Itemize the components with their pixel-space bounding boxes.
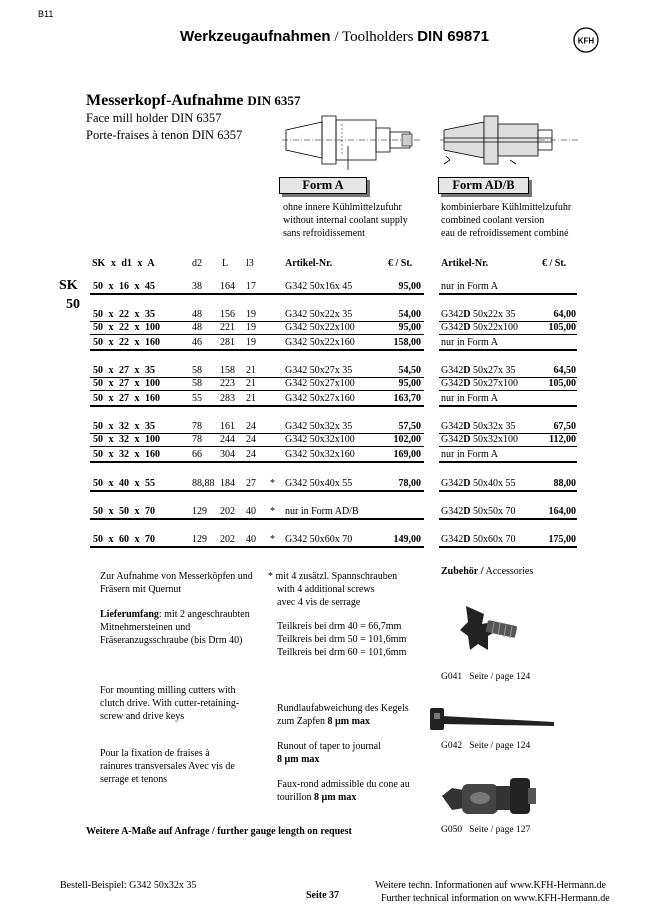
row-price-a: 158,00: [393, 337, 421, 348]
accessory-g050: [441, 825, 530, 835]
row-art-b-prefix: G342: [441, 378, 464, 389]
row-price-a: 54,00: [398, 309, 421, 320]
row-art-a: G342 50x27x 35: [285, 365, 353, 376]
row-L: 283: [220, 393, 235, 404]
row-divider: [90, 446, 424, 447]
row-price-a: 95,00: [398, 322, 421, 333]
row-art-b: [441, 534, 515, 545]
runout-en-val: 8 µm max: [277, 754, 320, 765]
row-art-b-prefix: G342: [441, 421, 464, 432]
row-divider-b: [439, 293, 577, 295]
page-number: Seite 37: [306, 890, 340, 901]
row-art-b: [441, 378, 518, 389]
form-adb-desc-fr: eau de refroidissement combiné: [441, 228, 569, 239]
row-L: 156: [220, 309, 235, 320]
row-price-a: 102,00: [393, 434, 421, 445]
row-d2: 78: [192, 434, 202, 445]
row-l3: 19: [246, 322, 256, 333]
accessories-title-de: Zubehör: [441, 566, 479, 577]
row-d2: 58: [192, 365, 202, 376]
row-l3: 21: [246, 393, 256, 404]
runout-fr-val: 8 µm max: [313, 792, 357, 803]
th-art-b: Artikel-Nr.: [441, 258, 489, 269]
row-art-b: [441, 322, 518, 333]
lieferumfang-text: : mit 2 angeschraubten Mitnehmersteinen und Fräseranzugsschraube (bis Drm 40): [100, 609, 250, 646]
row-d2: 129: [192, 534, 207, 545]
row-art-b-form: D: [463, 434, 471, 445]
kfh-logo-icon: [573, 27, 599, 53]
row-L: 223: [220, 378, 235, 389]
row-divider: [90, 461, 424, 463]
row-divider: [90, 405, 424, 407]
accessory-g041-image: [458, 600, 522, 656]
subtitle-en: Face mill holder DIN 6357: [86, 111, 222, 125]
row-art-b-form: D: [463, 478, 471, 489]
section-title-text: Messerkopf-Aufnahme: [86, 92, 244, 109]
row-art-b: [441, 434, 518, 445]
row-art-a: nur in Form AD/B: [285, 506, 359, 517]
row-price-b: 175,00: [548, 534, 576, 545]
accessories-title-sep: /: [480, 566, 484, 577]
row-dims: 50 x 16 x 45: [93, 281, 155, 292]
row-art-b-prefix: G342: [441, 506, 464, 517]
row-art-a: G342 50x22x160: [285, 337, 355, 348]
row-divider-b: [439, 518, 577, 520]
row-l3: 19: [246, 337, 256, 348]
row-price-a: 95,00: [398, 281, 421, 292]
row-art-b: [441, 393, 498, 404]
row-divider: [90, 390, 424, 391]
accessories-title-en: Accessories: [485, 566, 534, 577]
row-art-b-prefix: G342: [441, 434, 464, 445]
th-l3: l3: [246, 258, 254, 269]
row-art-a: G342 50x40x 55: [285, 478, 353, 489]
row-art-b-prefix: G342: [441, 534, 464, 545]
row-art-b-size: 50x60x 70: [470, 534, 516, 545]
runout-de-text: Rundlaufabweichung des Kegels zum Zapfen: [277, 703, 409, 727]
subtitle-fr: Porte-fraises à tenon DIN 6357: [86, 128, 243, 142]
accessory-g041: [441, 672, 530, 682]
runout-de-val: 8 µm max: [327, 716, 370, 727]
row-divider: [90, 349, 424, 351]
row-art-b-form: D: [463, 378, 471, 389]
row-divider: [90, 490, 424, 492]
row-price-a: 169,00: [393, 449, 421, 460]
row-art-a: G342 50x32x 35: [285, 421, 353, 432]
row-l3: 21: [246, 365, 256, 376]
row-art-b-prefix: nur in Form A: [441, 337, 498, 348]
row-L: 281: [220, 337, 235, 348]
note-teilkreis: [277, 620, 437, 659]
row-l3: 24: [246, 449, 256, 460]
row-dims: 50 x 40 x 55: [93, 478, 155, 489]
row-art-b: [441, 421, 515, 432]
runout-fr-text: Faux-rond admissible du cone au tourillon: [277, 779, 410, 803]
header-title-en: Toolholders: [342, 29, 414, 45]
row-dims: 50 x 60 x 70: [93, 534, 155, 545]
kfh-logo: [573, 27, 599, 53]
note-star-de: * mit 4 zusätzl. Spannschrauben: [268, 571, 398, 582]
accessories-title: [441, 566, 533, 577]
row-art-b-size: 50x32x 35: [470, 421, 516, 432]
accessory-g050-image: [440, 768, 540, 826]
note-runout-fr: [277, 778, 427, 804]
row-d2: 129: [192, 506, 207, 517]
row-divider: [90, 293, 424, 295]
form-a-desc-de: ohne innere Kühlmittelzufuhr: [283, 202, 402, 213]
teilkreis-50: Teilkreis bei drm 50 = 101,6mm: [277, 634, 407, 645]
row-price-b: 112,00: [549, 434, 576, 445]
row-l3: 40: [246, 506, 256, 517]
row-art-b-form: D: [463, 309, 471, 320]
row-art-b-prefix: nur in Form A: [441, 281, 498, 292]
footer-info-en: Further technical information on www.KFH-Hermann.de: [381, 893, 610, 904]
row-price-b: 88,00: [553, 478, 576, 489]
row-divider-b: [439, 349, 577, 351]
note-star-en: with 4 additional screws: [277, 584, 375, 595]
row-art-a: G342 50x27x100: [285, 378, 355, 389]
row-art-b-size: 50x27x100: [470, 378, 518, 389]
row-dims: 50 x 22 x 35: [93, 309, 155, 320]
page-header-title: [180, 28, 489, 46]
row-price-b: 64,50: [553, 365, 576, 376]
further-gauge-note: Weitere A-Maße auf Anfrage / further gauge length on request: [86, 826, 352, 837]
row-art-b-prefix: G342: [441, 478, 464, 489]
row-l3: 21: [246, 378, 256, 389]
row-art-a: G342 50x22x100: [285, 322, 355, 333]
note-runout-de: [277, 702, 427, 728]
row-art-b-form: D: [463, 365, 471, 376]
row-d2: 48: [192, 309, 202, 320]
header-sep: /: [334, 29, 339, 45]
teilkreis-60: Teilkreis bei drm 60 = 101,6mm: [277, 647, 407, 658]
row-d2: 78: [192, 421, 202, 432]
page-code: B11: [38, 9, 54, 19]
th-art-a: Artikel-Nr.: [285, 258, 333, 269]
row-art-b-form: D: [463, 506, 471, 517]
row-l3: 40: [246, 534, 256, 545]
form-a-desc-fr: sans refroidissement: [283, 228, 365, 239]
row-art-a: G342 50x27x160: [285, 393, 355, 404]
row-divider: [90, 518, 424, 520]
row-price-b: 105,00: [548, 378, 576, 389]
form-adb-desc-de: kombinierbare Kühlmittelzufuhr: [441, 202, 572, 213]
row-price-a: 57,50: [398, 421, 421, 432]
row-price-b: 105,00: [548, 322, 576, 333]
svg-text:KFH: KFH: [577, 36, 595, 46]
row-dims: 50 x 50 x 70: [93, 506, 155, 517]
row-l3: 17: [246, 281, 256, 292]
row-L: 221: [220, 322, 235, 333]
row-art-b-form: D: [463, 322, 471, 333]
row-l3: 24: [246, 421, 256, 432]
section-title: [86, 92, 300, 110]
row-l3: 27: [246, 478, 256, 489]
th-d2: d2: [192, 258, 202, 269]
form-adb-label: Form AD/B: [438, 177, 529, 194]
row-divider-b: [439, 490, 577, 492]
row-L: 161: [220, 421, 235, 432]
note-left-fr: Pour la fixation de fraises à rainures transversales Avec vis de serrage et tenons: [100, 748, 235, 785]
row-art-a: G342 50x60x 70: [285, 534, 353, 545]
row-art-b-prefix: G342: [441, 322, 464, 333]
row-price-a: 54,50: [398, 365, 421, 376]
row-art-b-form: D: [463, 421, 471, 432]
row-divider-b: [439, 461, 577, 463]
row-star: *: [270, 478, 275, 489]
row-d2: 46: [192, 337, 202, 348]
th-dims: SK x d1 x A: [92, 258, 155, 269]
row-dims: 50 x 27 x 160: [93, 393, 160, 404]
note-lieferumfang: [100, 608, 262, 647]
row-art-b: [441, 449, 498, 460]
row-art-b-size: 50x32x100: [470, 434, 518, 445]
note-left-de: Zur Aufnahme von Messerköpfen und Fräsern mit Quernut: [100, 571, 253, 595]
form-a-label: Form A: [279, 177, 367, 194]
accessory-g050-code: G050: [441, 825, 463, 835]
row-art-b-form: D: [463, 534, 471, 545]
row-art-a: G342 50x32x100: [285, 434, 355, 445]
accessory-g042-image: [428, 704, 558, 734]
row-divider-b: [439, 390, 577, 391]
row-price-a: 95,00: [398, 378, 421, 389]
row-dims: 50 x 32 x 100: [93, 434, 160, 445]
section-title-norm: DIN 6357: [247, 93, 301, 108]
row-dims: 50 x 22 x 100: [93, 322, 160, 333]
row-star: *: [270, 506, 275, 517]
row-dims: 50 x 27 x 100: [93, 378, 160, 389]
accessory-g042-code: G042: [441, 741, 463, 751]
header-title-de: Werkzeugaufnahmen: [180, 28, 331, 45]
row-d2: 48: [192, 322, 202, 333]
accessory-g041-code: G041: [441, 672, 463, 682]
row-L: 184: [220, 478, 235, 489]
row-price-a: 163,70: [393, 393, 421, 404]
order-example: Bestell-Beispiel: G342 50x32x 35: [60, 880, 197, 891]
row-art-b-prefix: nur in Form A: [441, 449, 498, 460]
note-mid-star: [268, 570, 428, 609]
row-divider-b: [439, 546, 577, 548]
th-L: L: [222, 258, 229, 269]
row-art-b: [441, 309, 515, 320]
row-divider-b: [439, 446, 577, 447]
row-dims: 50 x 32 x 160: [93, 449, 160, 460]
row-d2: 66: [192, 449, 202, 460]
row-L: 164: [220, 281, 235, 292]
sk-label: SK: [59, 278, 78, 293]
form-adb-desc-en: combined coolant version: [441, 215, 545, 226]
row-art-b-prefix: G342: [441, 365, 464, 376]
row-d2: 88,88: [192, 478, 215, 489]
row-star: *: [270, 534, 275, 545]
drawing-form-adb: [440, 110, 580, 172]
row-price-a: 149,00: [393, 534, 421, 545]
accessory-g042: [441, 741, 530, 751]
row-d2: 58: [192, 378, 202, 389]
row-art-b: [441, 365, 515, 376]
row-art-b-size: 50x22x100: [470, 322, 518, 333]
row-art-a: G342 50x32x160: [285, 449, 355, 460]
row-price-a: 78,00: [398, 478, 421, 489]
row-art-b: [441, 281, 498, 292]
row-art-b-size: 50x40x 55: [470, 478, 516, 489]
note-runout-en: [277, 740, 427, 766]
row-d2: 38: [192, 281, 202, 292]
row-art-b: [441, 506, 515, 517]
note-left-en: For mounting milling cutters with clutch drive. With cutter-retaining-screw and drive keys: [100, 685, 240, 722]
accessory-g050-page: Seite / page 127: [469, 825, 531, 835]
note-star-fr: avec 4 vis de serrage: [277, 597, 361, 608]
row-art-b: [441, 478, 515, 489]
row-d2: 55: [192, 393, 202, 404]
sk-value: 50: [66, 297, 80, 312]
runout-en-text: Runout of taper to journal: [277, 741, 381, 752]
teilkreis-40: Teilkreis bei drm 40 = 66,7mm: [277, 621, 402, 632]
accessory-g041-page: Seite / page 124: [469, 672, 531, 682]
th-price-a: € / St.: [388, 258, 413, 269]
row-art-b-prefix: nur in Form A: [441, 393, 498, 404]
row-art-b-size: 50x27x 35: [470, 365, 516, 376]
row-art-b-prefix: G342: [441, 309, 464, 320]
row-divider-b: [439, 334, 577, 335]
form-adb-desc: [441, 201, 571, 240]
row-dims: 50 x 22 x 160: [93, 337, 160, 348]
row-divider: [90, 546, 424, 548]
row-dims: 50 x 27 x 35: [93, 365, 155, 376]
row-art-a: G342 50x16x 45: [285, 281, 353, 292]
row-price-b: 67,50: [553, 421, 576, 432]
row-L: 304: [220, 449, 235, 460]
row-price-b: 64,00: [553, 309, 576, 320]
row-art-b: [441, 337, 498, 348]
footer-info-de: Weitere techn. Informationen auf www.KFH-Hermann.de: [375, 880, 606, 891]
row-l3: 24: [246, 434, 256, 445]
row-L: 202: [220, 534, 235, 545]
form-a-desc-en: without internal coolant supply: [283, 215, 408, 226]
row-art-b-size: 50x22x 35: [470, 309, 516, 320]
lieferumfang-label: Lieferumfang: [100, 609, 159, 620]
row-divider-b: [439, 405, 577, 407]
header-norm: DIN 69871: [417, 28, 489, 45]
row-L: 202: [220, 506, 235, 517]
drawing-form-a: [282, 110, 422, 172]
th-price-b: € / St.: [542, 258, 567, 269]
row-L: 244: [220, 434, 235, 445]
row-art-a: G342 50x22x 35: [285, 309, 353, 320]
row-l3: 19: [246, 309, 256, 320]
row-divider: [90, 334, 424, 335]
row-dims: 50 x 32 x 35: [93, 421, 155, 432]
form-a-desc: [283, 201, 408, 240]
row-art-b-size: 50x50x 70: [470, 506, 516, 517]
row-L: 158: [220, 365, 235, 376]
accessory-g042-page: Seite / page 124: [469, 741, 531, 751]
row-price-b: 164,00: [548, 506, 576, 517]
